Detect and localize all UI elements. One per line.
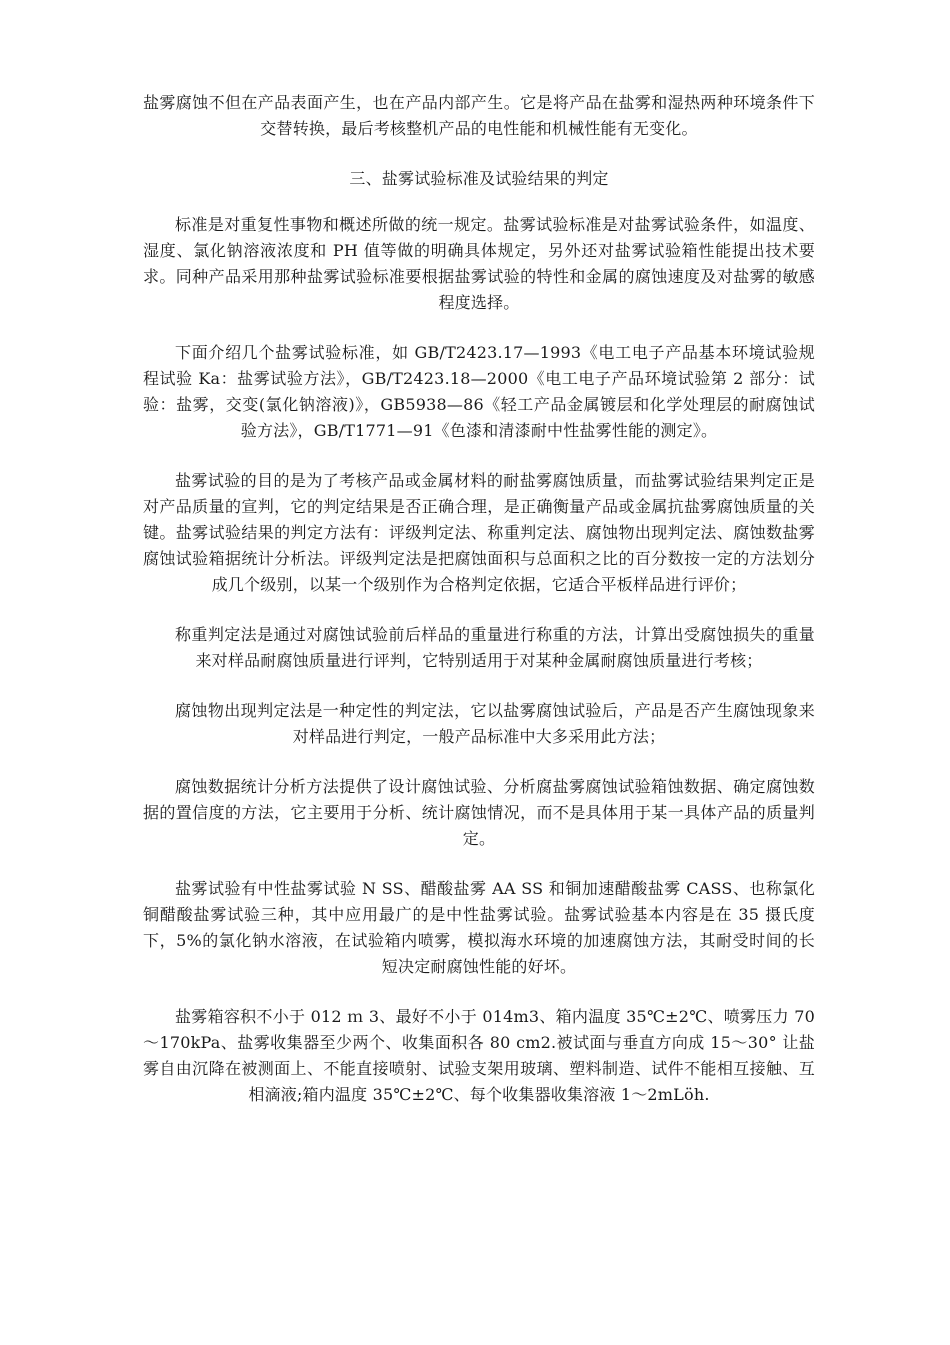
paragraph-standard-list: 下面介绍几个盐雾试验标准，如 GB/T2423.17—1993《电工电子产品基本环境试验规程试验 Ka：盐雾试验方法》，GB/T2423.18—2000《电工电子产品环境试验第 2 部分：试验：盐雾，交变(氯化钠溶液)》，GB5938—86《轻工产品金属镀层和化学处理层的耐腐蚀试验方法》，GB/T1771—91《色漆和清漆耐中性盐雾性能的测定》。 — [143, 343, 815, 440]
paragraph-test-purpose: 盐雾试验的目的是为了考核产品或金属材料的耐盐雾腐蚀质量，而盐雾试验结果判定正是对产品质量的宣判，它的判定结果是否正确合理，是正确衡量产品或金属抗盐雾腐蚀质量的关键。盐雾试验结果的判定方法有：评级判定法、称重判定法、腐蚀物出现判定法、腐蚀数盐雾腐蚀试验箱据统计分析法。评级判定法是把腐蚀面积与总面积之比的百分数按一定的方法划分成几个级别，以某一个级别作为合格判定依据，它适合平板样品进行评价； — [143, 471, 815, 594]
paragraph-corrosion-appearance-method: 腐蚀物出现判定法是一种定性的判定法，它以盐雾腐蚀试验后，产品是否产生腐蚀现象来对样品进行判定，一般产品标准中大多采用此方法； — [175, 701, 815, 746]
paragraph-standard-definition: 标准是对重复性事物和概述所做的统一规定。盐雾试验标准是对盐雾试验条件，如温度、湿度、氯化钠溶液浓度和 PH 值等做的明确具体规定，另外还对盐雾试验箱性能提出技术要求。同种产品采用那种盐雾试验标准要根据盐雾试验的特性和金属的腐蚀速度及对盐雾的敏感程度选择。 — [143, 215, 815, 312]
paragraph-weighing-method: 称重判定法是通过对腐蚀试验前后样品的重量进行称重的方法，计算出受腐蚀损失的重量来对样品耐腐蚀质量进行评判，它特别适用于对某种金属耐腐蚀质量进行考核； — [175, 625, 815, 670]
section-heading: 三、盐雾试验标准及试验结果的判定 — [349, 169, 609, 188]
paragraph-salt-spray-corrosion-intro: 盐雾腐蚀不但在产品表面产生，也在产品内部产生。它是将产品在盐雾和湿热两种环境条件下交替转换，最后考核整机产品的电性能和机械性能有无变化。 — [143, 93, 815, 138]
document-body — [143, 90, 815, 1132]
paragraph-test-types: 盐雾试验有中性盐雾试验 N SS、醋酸盐雾 AA SS 和铜加速醋酸盐雾 CASS、也称氯化铜醋酸盐雾试验三种，其中应用最广的是中性盐雾试验。盐雾试验基本内容是在 35 摄氏度下，5%的氯化钠水溶液，在试验箱内喷雾，模拟海水环境的加速腐蚀方法，其耐受时间的长短决定耐腐蚀性能的好坏。 — [143, 879, 815, 976]
paragraph-chamber-requirements: 盐雾箱容积不小于 012 ｍ 3、最好不小于 014m3、箱内温度 35℃±2℃、喷雾压力 70～170kPa、盐雾收集器至少两个、收集面积各 80 cm2.被试面与垂直方向成 15～30° 让盐雾自由沉降在被测面上、不能直接喷射、试验支架用玻璃、塑料制造、试件不能相互接触、互相滴液;箱内温度 35℃±2℃、每个收集器收集溶液 1～2mLöh. — [143, 1007, 815, 1104]
paragraph-statistical-analysis-method: 腐蚀数据统计分析方法提供了设计腐蚀试验、分析腐盐雾腐蚀试验箱蚀数据、确定腐蚀数据的置信度的方法，它主要用于分析、统计腐蚀情况，而不是具体用于某一具体产品的质量判定。 — [143, 777, 815, 848]
